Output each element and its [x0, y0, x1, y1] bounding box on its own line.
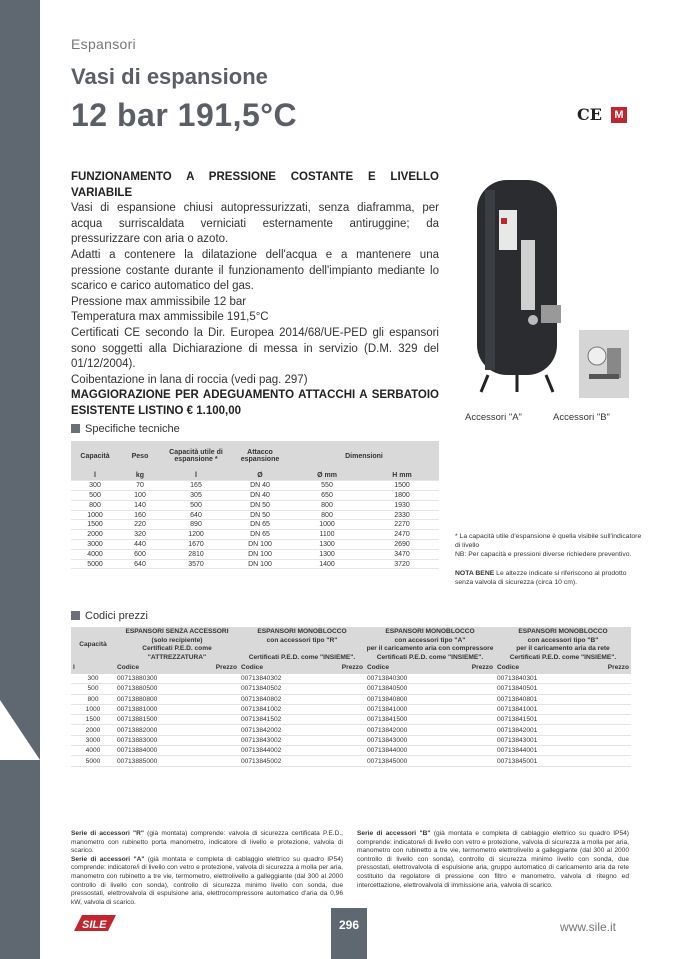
- specs-cell: 640: [119, 559, 161, 569]
- codes-code-cell: 00713842002: [239, 725, 315, 735]
- codes-code-cell: 00713884000: [115, 746, 187, 756]
- codes-price-cell: [315, 684, 365, 694]
- codes-code-cell: 00713840801: [495, 694, 575, 704]
- codes-code-cell: 00713840802: [239, 694, 315, 704]
- specs-row: [71, 549, 439, 559]
- page-title: Vasi di espansione: [71, 64, 268, 89]
- codes-code-cell: 00713843000: [365, 735, 445, 745]
- square-bullet-icon: [71, 424, 80, 433]
- description-p5: Certificati CE secondo la Dir. Europea 2014/68/UE-PED gli espansori sono soggetti alla Dichiarazione di messa in servizio (D.M. 329 del 01/12/2004).: [71, 326, 439, 371]
- m-badge: M: [611, 107, 627, 123]
- unit-cell: Ø mm: [289, 471, 365, 481]
- footnote-a-text: (già montata e completa di cablaggio elettrico su quadro IP54) comprende: indicatore/i di livello con vetro e protezione, valvola di sicurezza a molla per aria, manometro con rubinetto a tre vie, termometro, elettrolivello a galleggiante (dal 300 al 2000 controllo di livello con sonda), controllo di sicurezza minimo livello con sonda, due pressostati, elettrovalvola di espulsione aria, elettrocompressore automatico d'aria da 0,96 kW, valvola di scarico.: [71, 855, 343, 906]
- codes-capacity-cell: 300: [71, 674, 115, 684]
- codes-code-cell: 00713881000: [115, 704, 187, 714]
- codes-group-line: ESPANSORI MONOBLOCCO: [385, 628, 475, 635]
- codes-group-line: per il caricamento aria con compressore: [366, 645, 494, 652]
- codes-price-cell: [187, 756, 239, 766]
- specs-col-capacity: Capacità: [71, 441, 119, 471]
- specs-cell: 100: [119, 491, 161, 501]
- codes-capacity-cell: 5000: [71, 756, 115, 766]
- specs-cell: 2330: [365, 510, 439, 520]
- codes-code-cell: 00713843002: [239, 735, 315, 745]
- description-p6: Coibentazione in lana di roccia (vedi pag. 297): [71, 373, 308, 386]
- specs-cell: 305: [161, 491, 231, 501]
- codes-price-cell: [575, 715, 631, 725]
- specs-cell: 3570: [161, 559, 231, 569]
- codes-col-code: Codice: [115, 663, 187, 674]
- codes-price-cell: [575, 756, 631, 766]
- specs-cell: 550: [289, 481, 365, 491]
- codes-row: [71, 725, 631, 735]
- codes-price-cell: [445, 715, 495, 725]
- specs-table: [71, 441, 439, 569]
- nota-bene: [455, 569, 645, 587]
- footnote-a-label: Serie di accessori "A": [71, 855, 145, 863]
- codes-code-cell: 00713842001: [495, 725, 575, 735]
- specs-cell: 2810: [161, 549, 231, 559]
- codes-code-cell: 00713840502: [239, 684, 315, 694]
- specs-cell: 1800: [365, 491, 439, 501]
- codes-group-line: Certificati P.E.D. come "INSIEME".: [376, 653, 484, 661]
- square-bullet-icon: [71, 611, 80, 620]
- codes-code-cell: 00713844002: [239, 746, 315, 756]
- sidebar-notch: [0, 700, 40, 760]
- surcharge-note: MAGGIORAZIONE PER ADEGUAMENTO ATTACCHI A SERBATOIO ESISTENTE LISTINO € 1.100,00: [71, 389, 439, 417]
- codes-group-line: Certificati P.E.D. come: [142, 645, 212, 652]
- specs-cell: DN 40: [231, 481, 289, 491]
- codes-code-cell: 00713881500: [115, 715, 187, 725]
- codes-price-cell: [187, 725, 239, 735]
- footnote-r: [71, 830, 343, 856]
- specs-cell: 320: [119, 530, 161, 540]
- codes-price-cell: [575, 704, 631, 714]
- nota-bene-label: NOTA BENE: [455, 570, 495, 577]
- accessory-b-label: Accessori "B": [553, 412, 610, 423]
- unit-cell: Ø: [231, 471, 289, 481]
- unit-cell: l: [161, 471, 231, 481]
- accessory-b-image: [579, 330, 629, 398]
- ce-mark: CE: [577, 105, 602, 124]
- specs-cell: 4000: [71, 549, 119, 559]
- codes-price-cell: [575, 725, 631, 735]
- codes-row: [71, 704, 631, 714]
- specs-cell: DN 100: [231, 540, 289, 550]
- specs-cell: 1000: [289, 520, 365, 530]
- page-subtitle: 12 bar 191,5°C: [71, 97, 298, 133]
- codes-group-line: [240, 645, 364, 654]
- specs-cell: 640: [161, 510, 231, 520]
- codes-row: [71, 694, 631, 704]
- codes-price-cell: [187, 684, 239, 694]
- description: [71, 170, 439, 420]
- codes-group-line: con accessori tipo "A": [394, 636, 466, 644]
- codes-capacity-cell: 500: [71, 684, 115, 694]
- codes-code-cell: 00713840500: [365, 684, 445, 694]
- codes-code-cell: 00713845002: [239, 756, 315, 766]
- codes-code-cell: 00713841501: [495, 715, 575, 725]
- codes-code-cell: 00713841000: [365, 704, 445, 714]
- codes-col-price: Prezzo: [315, 663, 365, 674]
- specs-cell: 1300: [289, 540, 365, 550]
- codes-group-header: [239, 627, 365, 663]
- codes-price-cell: [575, 694, 631, 704]
- codes-row: [71, 746, 631, 756]
- codes-group-line: ESPANSORI MONOBLOCCO: [518, 628, 608, 635]
- footnote-r-label: Serie di accessori "R": [71, 830, 144, 837]
- specs-row: [71, 500, 439, 510]
- codes-price-cell: [187, 694, 239, 704]
- codes-price-cell: [315, 694, 365, 704]
- codes-unit: l: [71, 663, 115, 674]
- codes-group-line: per il caricamento aria da rete: [516, 645, 610, 652]
- specs-cell: 500: [161, 500, 231, 510]
- specs-cell: 500: [71, 491, 119, 501]
- specs-row: [71, 481, 439, 491]
- codes-col-price: Prezzo: [575, 663, 631, 674]
- codes-price-cell: [315, 746, 365, 756]
- footnote-a: [71, 856, 343, 908]
- codes-group-header: [115, 627, 239, 663]
- codes-price-cell: [315, 735, 365, 745]
- specs-cell: 1500: [365, 481, 439, 491]
- specs-row: [71, 559, 439, 569]
- section-label: Espansori: [71, 36, 136, 52]
- codes-capacity-cell: 1500: [71, 715, 115, 725]
- footnote-r-text: (già montata) comprende: valvola di sicurezza certificata P.E.D., manometro con rubinetto porta manometro, indicatore di livello e protezione, valvola di scarico.: [71, 830, 343, 855]
- codes-price-cell: [315, 725, 365, 735]
- specs-cell: 220: [119, 520, 161, 530]
- codes-group-header: [495, 627, 631, 663]
- codes-price-cell: [445, 684, 495, 694]
- footnote-b-label: Serie di accessori "B": [357, 830, 431, 837]
- codes-price-cell: [445, 746, 495, 756]
- specs-cell: DN 40: [231, 491, 289, 501]
- description-p4: Temperatura max ammissibile 191,5°C: [71, 311, 269, 324]
- accessory-a-label: Accessori "A": [465, 412, 522, 423]
- footnote-b-text: (già montata e completa di cablaggio elettrico su quadro IP54) comprende: indicatore/i di livello con vetro e protezione, valvola di sicurezza a molla per aria, manometro con rubinetto a tre vie, termometro elettrolivello a galleggiante (dal 300 al 2000 controllo di livello con sonda), controllo di sicurezza minimo livello con sonda, due pressostati, elettrovalvola di espulsione aria, gruppo automatico di caricamento aria da rete costituito da regolatore di pressione con filtro e manometro, valvola di ritegno ed intercettazione, elettrovalvola di immissione aria, valvola di scarico.: [357, 830, 629, 889]
- codes-price-cell: [445, 756, 495, 766]
- specs-cell: 3720: [365, 559, 439, 569]
- codes-code-cell: 00713882000: [115, 725, 187, 735]
- codes-price-cell: [445, 674, 495, 684]
- specs-cell: 2000: [71, 530, 119, 540]
- codes-price-cell: [315, 715, 365, 725]
- specs-cell: 890: [161, 520, 231, 530]
- codes-row: [71, 735, 631, 745]
- description-heading: FUNZIONAMENTO A PRESSIONE COSTANTE E LIVELLO VARIABILE: [71, 171, 439, 199]
- note-2: NB: Per capacità e pressioni diverse richiedere preventivo.: [455, 551, 632, 558]
- codes-code-cell: 00713844000: [365, 746, 445, 756]
- unit-cell: H mm: [365, 471, 439, 481]
- codes-code-cell: 00713841502: [239, 715, 315, 725]
- codes-price-cell: [187, 704, 239, 714]
- codes-group-line: ESPANSORI SENZA ACCESSORI: [125, 628, 229, 635]
- specs-cell: 1500: [71, 520, 119, 530]
- footnote-right: [357, 830, 629, 890]
- codes-group-line: con accessori tipo "B": [527, 636, 599, 644]
- codes-capacity-cell: 1000: [71, 704, 115, 714]
- codes-code-cell: 00713885000: [115, 756, 187, 766]
- unit-cell: l: [71, 471, 119, 481]
- codes-code-cell: 00713845000: [365, 756, 445, 766]
- specs-cell: 300: [71, 481, 119, 491]
- specs-heading-text: Specifiche tecniche: [85, 423, 180, 435]
- specs-units-row: [71, 471, 439, 481]
- codes-group-line: "ATTREZZATURA": [147, 653, 207, 661]
- description-p1: Vasi di espansione chiusi autopressurizzati, senza diaframma, per acqua surriscaldata verniciati esternamente antiruggine; da pressurizzare con aria o azoto.: [71, 202, 439, 246]
- unit-cell: kg: [119, 471, 161, 481]
- codes-col-price: Prezzo: [187, 663, 239, 674]
- specs-cell: DN 65: [231, 530, 289, 540]
- codes-capacity-cell: 4000: [71, 746, 115, 756]
- specs-cell: 2690: [365, 540, 439, 550]
- page-number: 296: [338, 918, 360, 932]
- sidebar-band: [0, 0, 40, 959]
- codes-code-cell: 00713880800: [115, 694, 187, 704]
- codes-heading-text: Codici prezzi: [85, 610, 148, 622]
- specs-cell: 2270: [365, 520, 439, 530]
- codes-group-line: ESPANSORI MONOBLOCCO: [257, 628, 347, 635]
- specs-heading: [71, 423, 180, 435]
- codes-price-cell: [445, 735, 495, 745]
- footnote-left: [71, 830, 343, 907]
- codes-code-cell: 00713840300: [365, 674, 445, 684]
- specs-row: [71, 491, 439, 501]
- specs-cell: DN 65: [231, 520, 289, 530]
- specs-cell: 2470: [365, 530, 439, 540]
- codes-price-cell: [575, 684, 631, 694]
- codes-price-cell: [445, 725, 495, 735]
- codes-group-line: con accessori tipo "R": [266, 636, 338, 644]
- codes-code-cell: 00713880500: [115, 684, 187, 694]
- footnote-b: [357, 830, 629, 890]
- specs-cell: 1000: [71, 510, 119, 520]
- specs-cell: 650: [289, 491, 365, 501]
- specs-cell: 1400: [289, 559, 365, 569]
- codes-col-code: Codice: [239, 663, 315, 674]
- specs-cell: 800: [289, 500, 365, 510]
- codes-price-cell: [187, 674, 239, 684]
- codes-group-line: (solo recipiente): [151, 636, 203, 644]
- sile-logo: [72, 911, 118, 935]
- specs-cell: 3000: [71, 540, 119, 550]
- codes-code-cell: 00713843001: [495, 735, 575, 745]
- codes-group-line: Certificati P.E.D. come "INSIEME".: [248, 653, 356, 661]
- website-link[interactable]: www.sile.it: [560, 920, 617, 934]
- codes-col-code: Codice: [495, 663, 575, 674]
- codes-group-header: [365, 627, 495, 663]
- codes-row: [71, 715, 631, 725]
- codes-row: [71, 756, 631, 766]
- codes-code-cell: 00713840302: [239, 674, 315, 684]
- codes-price-cell: [575, 735, 631, 745]
- codes-row: [71, 674, 631, 684]
- codes-group-line: Certificati P.E.D. come "INSIEME".: [509, 653, 617, 661]
- specs-cell: 140: [119, 500, 161, 510]
- codes-code-cell: 00713841001: [495, 704, 575, 714]
- specs-cell: 5000: [71, 559, 119, 569]
- specs-row: [71, 510, 439, 520]
- codes-code-cell: 00713841500: [365, 715, 445, 725]
- codes-row: [71, 684, 631, 694]
- codes-capacity-cell: 2000: [71, 725, 115, 735]
- specs-cell: 1670: [161, 540, 231, 550]
- codes-price-cell: [445, 704, 495, 714]
- codes-code-cell: 00713840800: [365, 694, 445, 704]
- specs-cell: DN 100: [231, 559, 289, 569]
- expansion-tank-image: [463, 170, 575, 400]
- specs-notes: [455, 532, 645, 587]
- note-1: * La capacità utile d'espansione è quella visibile sull'indicatore di livello: [455, 533, 642, 549]
- specs-cell: 800: [71, 500, 119, 510]
- description-p3: Pressione max ammissibile 12 bar: [71, 295, 247, 308]
- specs-row: [71, 530, 439, 540]
- codes-table: [71, 627, 631, 767]
- codes-price-cell: [187, 715, 239, 725]
- specs-row: [71, 520, 439, 530]
- specs-cell: 1930: [365, 500, 439, 510]
- codes-col-price: Prezzo: [445, 663, 495, 674]
- logo-text: SILE: [82, 919, 107, 931]
- specs-col-connection: Attacco espansione: [231, 441, 289, 471]
- specs-col-dimensions: Dimensioni: [289, 441, 439, 471]
- codes-code-cell: 00713840501: [495, 684, 575, 694]
- codes-col-capacity: Capacità: [71, 627, 115, 663]
- codes-code-cell: 00713883000: [115, 735, 187, 745]
- codes-price-cell: [187, 735, 239, 745]
- codes-price-cell: [315, 674, 365, 684]
- codes-heading: [71, 610, 148, 622]
- specs-cell: 1200: [161, 530, 231, 540]
- specs-cell: DN 50: [231, 510, 289, 520]
- specs-cell: 600: [119, 549, 161, 559]
- codes-capacity-cell: 3000: [71, 735, 115, 745]
- specs-col-weight: Peso: [119, 441, 161, 471]
- specs-cell: 160: [119, 510, 161, 520]
- specs-col-useful: Capacità utile di espansione *: [161, 441, 231, 471]
- codes-capacity-cell: 800: [71, 694, 115, 704]
- specs-cell: 70: [119, 481, 161, 491]
- description-p2: Adatti a contenere la dilatazione dell'acqua e a mantenere una pressione costante durante il funzionamento dell'impianto mediante lo scarico e carico automatico del gas.: [71, 248, 439, 293]
- codes-price-cell: [315, 756, 365, 766]
- codes-code-cell: 00713841002: [239, 704, 315, 714]
- codes-price-cell: [575, 746, 631, 756]
- specs-cell: 800: [289, 510, 365, 520]
- specs-cell: DN 50: [231, 500, 289, 510]
- codes-price-cell: [575, 674, 631, 684]
- codes-code-cell: 00713844001: [495, 746, 575, 756]
- specs-row: [71, 540, 439, 550]
- codes-code-cell: 00713880300: [115, 674, 187, 684]
- nota-bene-text: Le altezze indicate si riferiscono al prodotto senza valvola di sicurezza (circa 10 cm).: [455, 570, 627, 586]
- page-number-box: [331, 908, 367, 959]
- codes-code-cell: 00713840301: [495, 674, 575, 684]
- codes-price-cell: [445, 694, 495, 704]
- specs-cell: DN 100: [231, 549, 289, 559]
- specs-cell: 165: [161, 481, 231, 491]
- codes-code-cell: 00713845001: [495, 756, 575, 766]
- codes-col-code: Codice: [365, 663, 445, 674]
- codes-price-cell: [187, 746, 239, 756]
- specs-cell: 3470: [365, 549, 439, 559]
- specs-cell: 1300: [289, 549, 365, 559]
- specs-cell: 440: [119, 540, 161, 550]
- codes-price-cell: [315, 704, 365, 714]
- specs-cell: 1100: [289, 530, 365, 540]
- codes-code-cell: 00713842000: [365, 725, 445, 735]
